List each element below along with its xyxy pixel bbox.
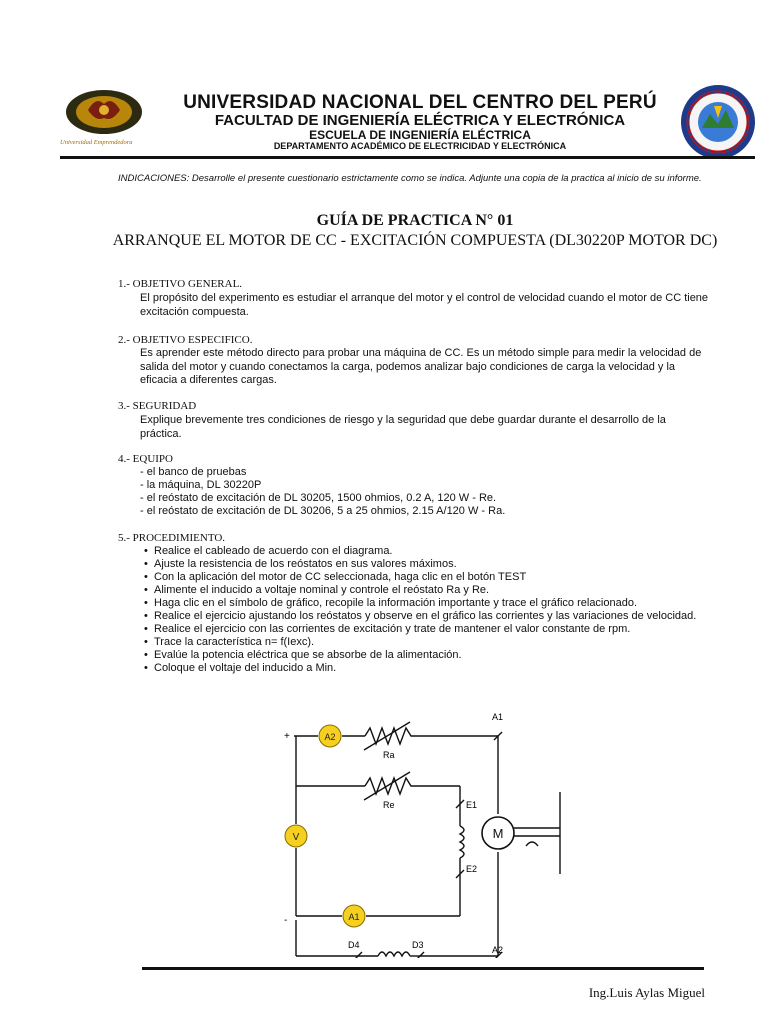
motor-label: M (492, 826, 504, 841)
section-4-heading: 4.- EQUIPO (118, 453, 173, 465)
list-item: • Realice el cableado de acuerdo con el diagrama. (146, 545, 716, 558)
e1-label: E1 (466, 800, 478, 810)
dc-motor-icon (482, 817, 514, 849)
section-2-heading: 2.- OBJETIVO ESPECIFICO. (118, 334, 253, 346)
plus-label: + (284, 731, 290, 742)
re-label: Re (383, 800, 395, 810)
section-2-text: Es aprender este método directo para probar una máquina de CC. Es un método simple para medir la velocidad de salida del motor y cuando conectamos la carga, podemos analizar bajo condiciones de carga la velocidad y la eficacia a diferentes cargas. (140, 347, 702, 386)
a2-meter-label: A2 (324, 732, 336, 742)
footer-divider (142, 967, 704, 970)
list-item: • Evalúe la potencia eléctrica que se absorbe de la alimentación. (146, 649, 716, 662)
school-name: ESCUELA DE INGENIERÍA ELÉCTRICA (309, 128, 531, 142)
ammeter-a2-icon (319, 725, 341, 747)
e2-label: E2 (466, 864, 478, 874)
section-5-heading: 5.- PROCEDIMIENTO. (118, 532, 226, 544)
a2-terminal-label: A2 (492, 945, 504, 955)
ammeter-a1-icon (343, 905, 365, 927)
faculty-name: FACULTAD DE INGENIERÍA ELÉCTRICA Y ELECTRÓNICA (214, 112, 626, 129)
guide-subtitle: ARRANQUE EL MOTOR DE CC - EXCITACIÓN COMPUESTA (DL30220P MOTOR DC) (112, 232, 718, 249)
voltmeter-icon (285, 825, 307, 847)
list-item: • Ajuste la resistencia de los reóstatos en sus valores máximos. (146, 558, 716, 571)
header-divider (60, 156, 755, 159)
list-item: • Trace la característica n= f(Iexc). (146, 636, 716, 649)
ra-label: Ra (383, 750, 395, 760)
equipment-list (140, 466, 710, 518)
left-logo-text: Universidad Emprendedora (60, 139, 133, 146)
list-item: - el reóstato de excitación de DL 30205, 1500 ohmios, 0.2 A, 120 W - Re. (140, 492, 497, 504)
procedure-list (136, 545, 716, 675)
list-item: - la máquina, DL 30220P (140, 479, 262, 491)
university-name: UNIVERSIDAD NACIONAL DEL CENTRO DEL PERÚ (183, 92, 657, 113)
d4-label: D4 (348, 940, 360, 950)
list-item: • Con la aplicación del motor de CC seleccionada, haga clic en el botón TEST (146, 571, 716, 584)
author-signature: Ing.Luis Aylas Miguel (588, 985, 705, 1000)
list-item: • Coloque el voltaje del inducido a Min. (146, 662, 716, 675)
list-item: - el reóstato de excitación de DL 30206, 5 a 25 ohmios, 2.15 A/120 W - Ra. (140, 505, 506, 517)
list-item: • Alimente el inducido a voltaje nominal y controle el reóstato Ra y Re. (146, 584, 716, 597)
list-item: • Realice el ejercicio ajustando los reóstatos y observe en el gráfico las corrientes y las variaciones de velocidad. (146, 610, 716, 623)
section-1-text: El propósito del experimento es estudiar el arranque del motor y el control de velocidad cuando el motor de CC tiene excitación compuesta. (140, 292, 709, 318)
section-3-text: Explique brevemente tres condiciones de riesgo y la seguridad que debe guardar durante el desarrollo de la práctica. (140, 414, 666, 440)
list-item: • Haga clic en el símbolo de gráfico, recopile la información importante y trace el gráfico relacionado. (146, 597, 716, 610)
department-name: DEPARTAMENTO ACADÉMICO DE ELECTRICIDAD Y ELECTRÓNICA (273, 141, 567, 151)
a1-meter-label: A1 (348, 912, 360, 922)
list-item: • Realice el ejercicio con las corrientes de excitación y trate de mantener el valor constante de rpm. (146, 623, 716, 636)
instructions-text: INDICACIONES: Desarrolle el presente cuestionario estrictamente como se indica. Adjunte una copia de la practica al inicio de su informe. (118, 173, 702, 184)
faculty-seal-right (680, 84, 756, 160)
v-meter-label: V (292, 832, 300, 843)
a1-terminal-label: A1 (492, 712, 504, 722)
list-item: - el banco de pruebas (140, 466, 247, 478)
d3-label: D3 (412, 940, 424, 950)
section-3-heading: 3.- SEGURIDAD (118, 400, 197, 412)
university-logo-left (58, 88, 150, 150)
minus-label: - (284, 915, 288, 926)
guide-title: GUÍA DE PRACTICA N° 01 (316, 212, 514, 229)
section-1-heading: 1.- OBJETIVO GENERAL. (118, 278, 243, 290)
circuit-diagram (280, 708, 580, 958)
